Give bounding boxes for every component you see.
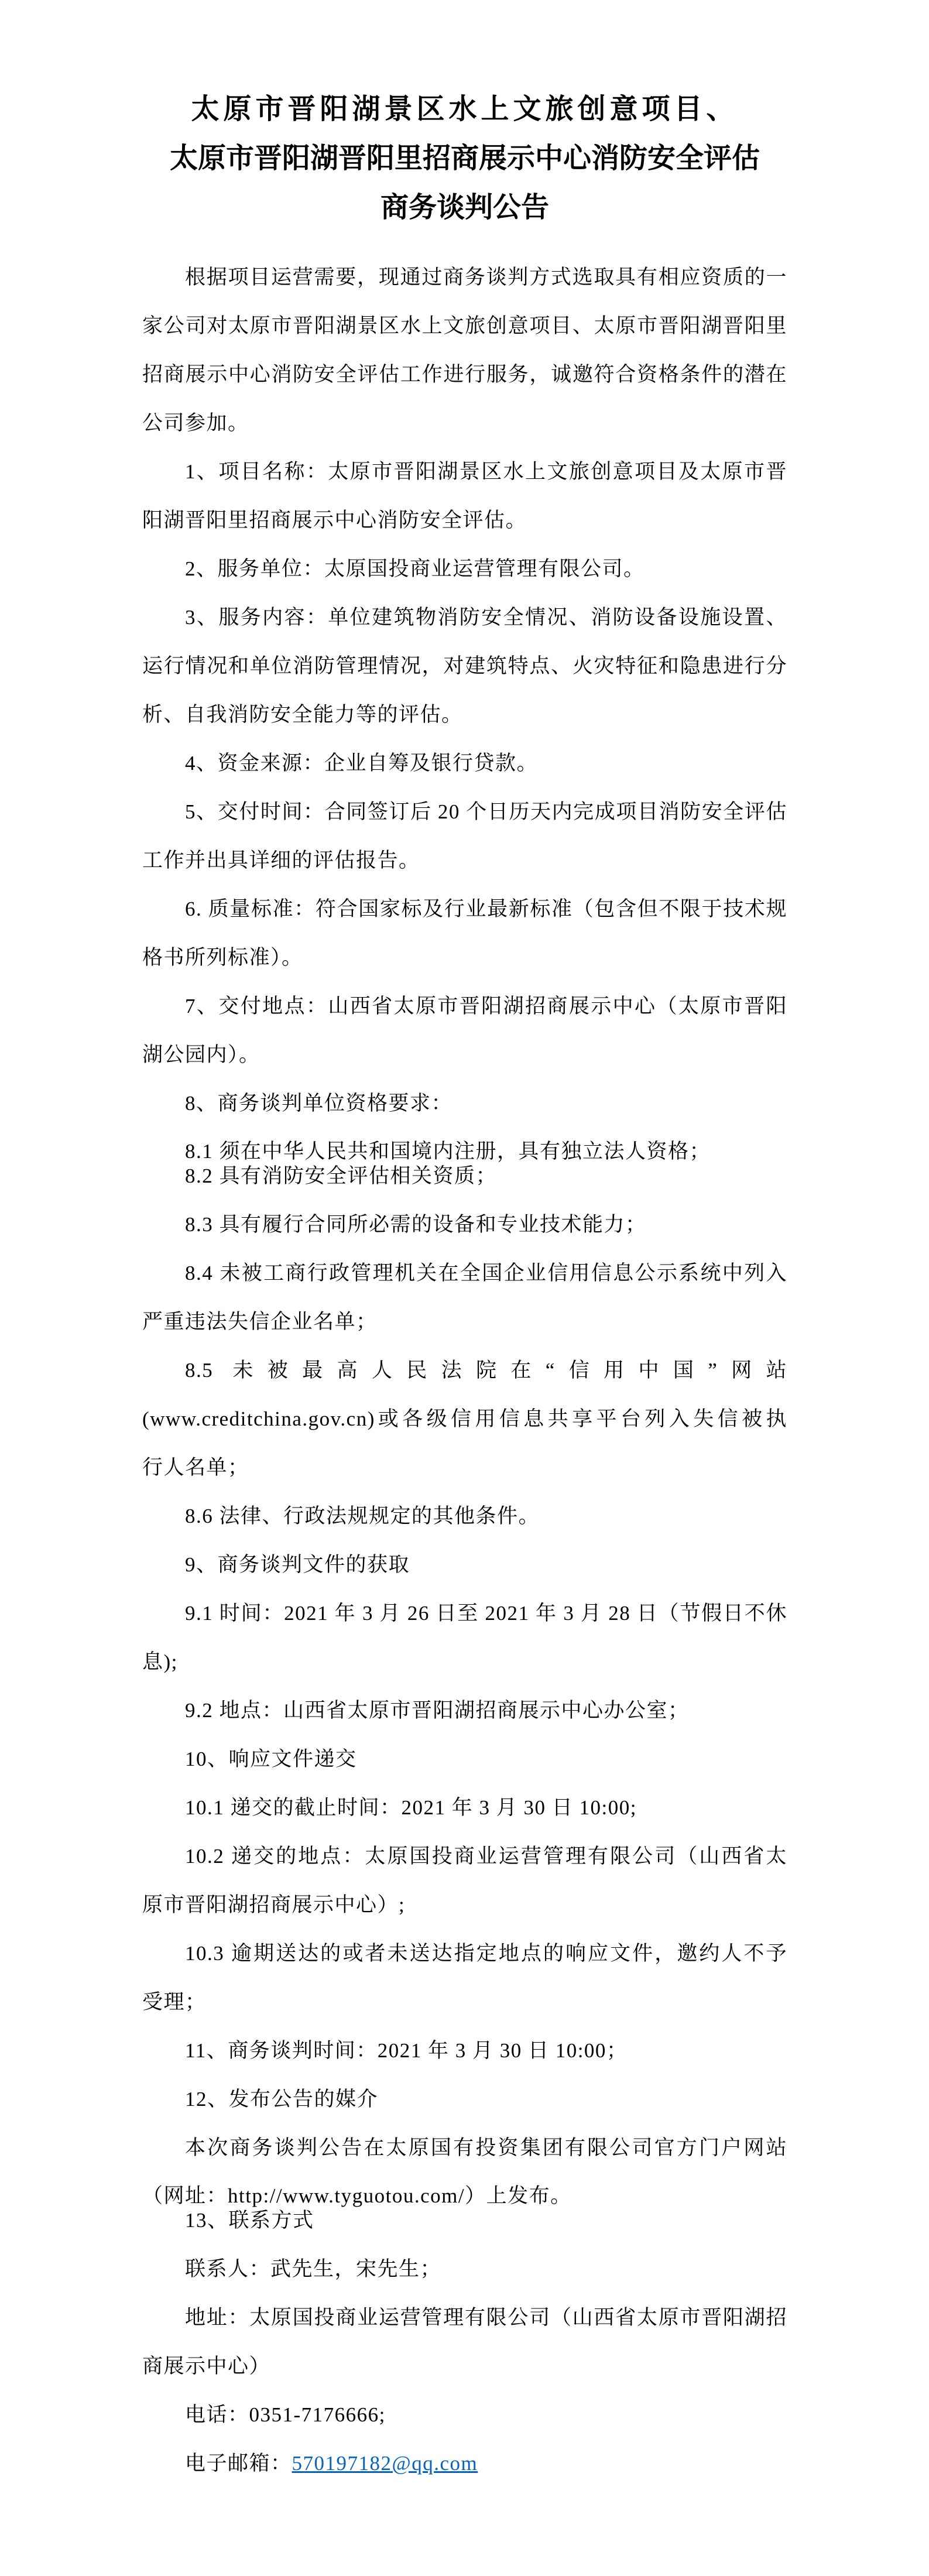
paragraph-line: 10、响应文件递交 [185, 1748, 357, 1770]
paragraph-line: 家公司对太原市晋阳湖景区水上文旅创意项目、太原市晋阳湖晋阳里 [142, 314, 787, 337]
paragraph-line: 11、商务谈判时间：2021 年 3 月 30 日 10:00； [185, 2039, 628, 2062]
paragraph-line: 9.2 地点：山西省太原市晋阳湖招商展示中心办公室； [185, 1699, 690, 1722]
paragraph-line: 13、联系方式 [185, 2209, 314, 2232]
paragraph-line: 公司参加。 [142, 412, 249, 434]
title-line-1: 太原市晋阳湖景区水上文旅创意项目、 [191, 94, 739, 125]
email-label: 电子邮箱： [185, 2452, 292, 2475]
paragraph-line: 5、交付时间：合同签订后 20 个日历天内完成项目消防安全评估 [185, 800, 787, 823]
paragraph-line: 本次商务谈判公告在太原国有投资集团有限公司官方门户网站 [185, 2136, 787, 2159]
paragraph-line: 8.6 法律、行政法规规定的其他条件。 [185, 1505, 540, 1527]
paragraph-line: 电话：0351-7176666; [185, 2403, 386, 2426]
paragraph-line: 地址：太原国投商业运营管理有限公司（山西省太原市晋阳湖招 [185, 2306, 787, 2329]
paragraph-line: 9.1 时间：2021 年 3 月 26 日至 2021 年 3 月 28 日（节假日不休 [185, 1602, 787, 1625]
paragraph-line: （网址：http://www.tyguotou.com/）上发布。 [142, 2184, 572, 2207]
paragraph-line: 招商展示中心消防安全评估工作进行服务，诚邀符合资格条件的潜在 [142, 363, 787, 386]
email-link[interactable]: 570197182@qq.com [292, 2452, 478, 2475]
paragraph-line: 根据项目运营需要，现通过商务谈判方式选取具有相应资质的一 [185, 266, 787, 289]
paragraph-line: 10.1 递交的截止时间：2021 年 3 月 30 日 10:00; [185, 1796, 637, 1819]
paragraph-line: 息); [142, 1650, 178, 1673]
title-line-2: 太原市晋阳湖晋阳里招商展示中心消防安全评估 [169, 143, 760, 174]
paragraph-line [142, 2439, 787, 2488]
paragraph-line: 6. 质量标准：符合国家标及行业最新标准（包含但不限于技术规 [185, 898, 787, 920]
paragraph-line: 2、服务单位：太原国投商业运营管理有限公司。 [185, 557, 645, 580]
paragraph-line: 8.2 具有消防安全评估相关资质； [185, 1164, 498, 1187]
title-line-3: 商务谈判公告 [380, 192, 549, 223]
paragraph-line: 8、商务谈判单位资格要求： [185, 1092, 453, 1115]
paragraph-line: 受理； [142, 1991, 207, 2013]
paragraph-line: 9、商务谈判文件的获取 [185, 1553, 410, 1576]
paragraph-line: 7、交付地点：山西省太原市晋阳湖招商展示中心（太原市晋阳 [185, 995, 787, 1018]
paragraph-line: 严重违法失信企业名单； [142, 1310, 378, 1333]
paragraph-line: 12、发布公告的媒介 [185, 2088, 379, 2111]
paragraph-line: 8.5 未被最高人民法院在“信用中国”网站 [185, 1359, 787, 1382]
announcement-title [142, 85, 787, 232]
paragraph-line: 10.2 递交的地点：太原国投商业运营管理有限公司（山西省太 [185, 1845, 787, 1868]
paragraph-line: 行人名单； [142, 1456, 249, 1479]
paragraph-line: 析、自我消防安全能力等的评估。 [142, 703, 463, 726]
paragraph-line: 湖公园内）。 [142, 1043, 260, 1066]
paragraph-line: (www.creditchina.gov.cn)或各级信用信息共享平台列入失信被执 [142, 1407, 787, 1430]
paragraph-line: 8.3 具有履行合同所必需的设备和专业技术能力； [185, 1213, 647, 1236]
paragraph-line: 运行情况和单位消防管理情况，对建筑特点、火灾特征和隐患进行分 [142, 655, 787, 677]
paragraph-line: 商展示中心） [142, 2355, 271, 2378]
paragraph-line: 格书所列标准）。 [142, 946, 303, 969]
paragraph-line: 8.4 未被工商行政管理机关在全国企业信用信息公示系统中列入 [185, 1262, 787, 1284]
announcement-body [142, 253, 787, 2488]
paragraph-line: 3、服务内容：单位建筑物消防安全情况、消防设备设施设置、 [185, 606, 787, 629]
paragraph-line: 原市晋阳湖招商展示中心）; [142, 1893, 406, 1916]
paragraph-line: 联系人：武先生，宋先生； [185, 2258, 442, 2280]
paragraph-line: 8.1 须在中华人民共和国境内注册，具有独立法人资格； [185, 1140, 711, 1163]
paragraph-line: 工作并出具详细的评估报告。 [142, 849, 420, 872]
paragraph-line: 阳湖晋阳里招商展示中心消防安全评估。 [142, 509, 527, 532]
paragraph-line: 4、资金来源：企业自筹及银行贷款。 [185, 752, 539, 775]
paragraph-line: 10.3 逾期送达的或者未送达指定地点的响应文件，邀约人不予 [185, 1942, 787, 1965]
paragraph-line: 1、项目名称：太原市晋阳湖景区水上文旅创意项目及太原市晋 [185, 460, 787, 483]
